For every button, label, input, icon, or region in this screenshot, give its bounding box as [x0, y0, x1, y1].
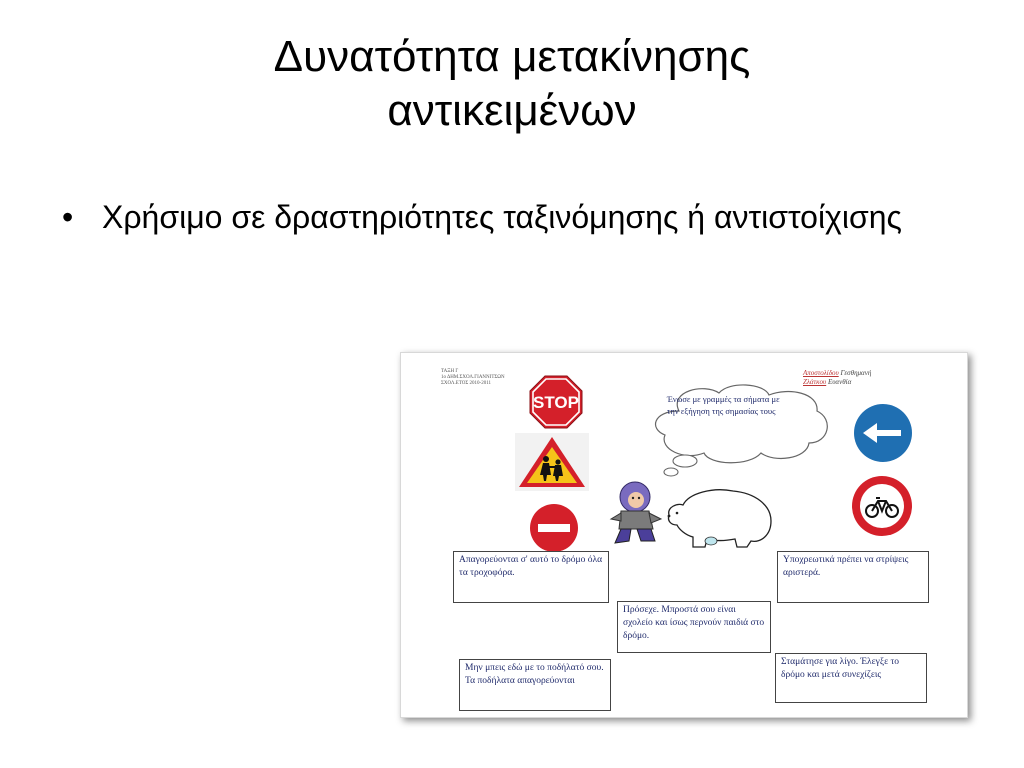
stop-sign-icon[interactable] — [529, 375, 583, 429]
author-given-name: Ευανθία — [827, 378, 852, 386]
school-header-line: ΤΑΞΗ Γ — [441, 369, 459, 374]
worksheet-image — [400, 352, 968, 718]
instruction-bubble-text: Ένωσε με γραμμές τα σήματα με την εξήγηση της σημασίας τους — [667, 394, 780, 416]
no-bicycles-sign-icon[interactable] — [851, 475, 913, 537]
bullet-text: Χρήσιμο σε δραστηριότητες ταξινόμησης ή αντιστοίχισης — [102, 199, 902, 235]
slide-title-line-2: αντικειμένων — [387, 86, 637, 135]
author-surname: Αποστολίδου — [803, 369, 839, 377]
slide-title — [0, 30, 1024, 138]
answer-box-no-entry[interactable]: Απαγορεύονται σ' αυτό το δρόμο όλα τα τροχοφόρα. — [453, 551, 609, 603]
school-header — [441, 369, 531, 387]
answer-box-school[interactable]: Πρόσεχε. Μπροστά σου είναι σχολείο και ίσως περνούν παιδιά στο δρόμο. — [617, 601, 771, 653]
school-header-line: ΣΧΟΛ.ΕΤΟΣ 2010-2011 — [441, 381, 492, 386]
author-line — [803, 369, 923, 378]
slide-title-line-1: Δυνατότητα μετακίνησης — [273, 32, 751, 81]
school-header-line: 1ο ΔΗΜ.ΣΧΟΛ.ΓΙΑΝΝΙΤΣΩΝ — [441, 375, 505, 380]
answer-box-no-bicycles[interactable]: Μην μπεις εδώ με το ποδήλατό σου. Τα ποδήλατα απαγορεύονται — [459, 659, 611, 711]
no-entry-sign-icon[interactable] — [529, 503, 579, 553]
answer-box-stop[interactable]: Σταμάτησε για λίγο. Έλεγξε το δρόμο και μετά συνεχίζεις — [775, 653, 927, 703]
turn-left-sign-icon[interactable] — [853, 403, 913, 463]
bullet-marker: • — [62, 199, 74, 235]
school-crossing-sign-icon[interactable] — [515, 433, 589, 491]
child-character-icon — [609, 479, 665, 547]
author-given-name: Γεσθημανή — [840, 369, 872, 377]
author-surname: Ζλάτκου — [803, 378, 827, 386]
answer-box-turn-left[interactable]: Υποχρεωτικά πρέπει να στρίψεις αριστερά. — [777, 551, 929, 603]
stop-sign-text: STOP — [533, 393, 579, 412]
polar-bear-icon — [663, 485, 775, 549]
